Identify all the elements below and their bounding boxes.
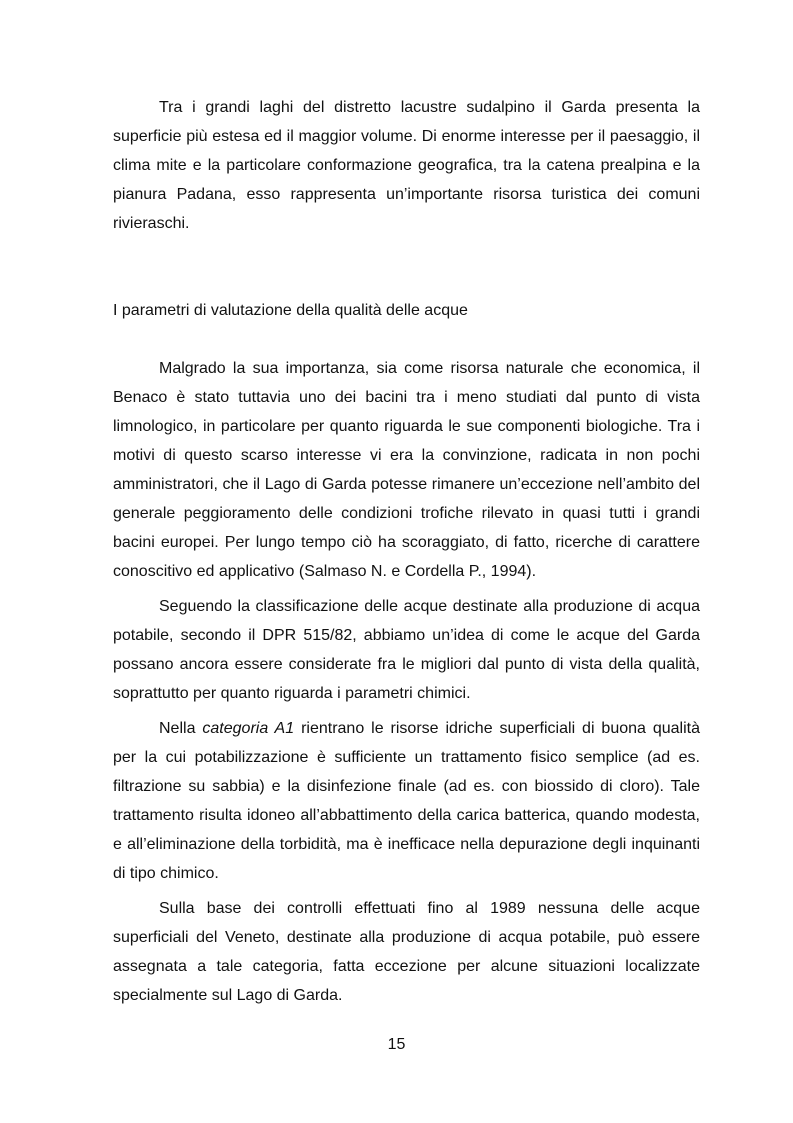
paragraph-benaco: Malgrado la sua importanza, sia come risorsa naturale che economica, il Benaco è stato tuttavia uno dei bacini tra i meno studiati dal punto di vista limnologico, in particolare per quanto riguarda le sue componenti biologiche. Tra i motivi di questo scarso interesse vi era la convinzione, radicata in non pochi amministratori, che il Lago di Garda potesse rimanere un’eccezione nell’ambito del generale peggioramento delle condizioni trofiche rilevato in quasi tutti i grandi bacini europei. Per lungo tempo ciò ha scoraggiato, di fatto, ricerche di carattere conoscitivo ed applicativo (Salmaso N. e Cordella P., 1994). [113,360,700,580]
paragraph-3-lead: Nella [159,720,196,737]
paragraph-classificazione: Seguendo la classificazione delle acque destinate alla produzione di acqua potabile, secondo il DPR 515/82, abbiamo un’idea di come le acque del Garda possano ancora essere considerate fra le migliori dal punto di vista della qualità, soprattutto per quanto riguarda i parametri chimici. [113,598,700,702]
paragraph-controlli: Sulla base dei controlli effettuati fino al 1989 nessuna delle acque superficiali del Veneto, destinate alla produzione di acqua potabile, può essere assegnata a tale categoria, fatta eccezione per alcune situazioni localizzate specialmente sul Lago di Garda. [113,900,700,1004]
categoria-a1-term: categoria A1 [202,720,295,737]
paragraph-3-rest: rientrano le risorse idriche superficiali di buona qualità per la cui potabilizzazione è sufficiente un trattamento fisico semplice (ad es. filtrazione su sabbia) e la disinfezione finale (ad es. con biossido di cloro). Tale trattamento risulta idoneo all’abbattimento della carica batterica, quando modesta, e all’eliminazione della torbidità, ma è inefficace nella depurazione degli inquinanti di tipo chimico. [113,720,700,882]
paragraph-categoria-a1 [113,714,700,888]
page-body [113,93,700,1010]
section-spacer [113,238,700,296]
page-number: 15 [387,1036,406,1053]
section-spacer-2 [113,325,700,354]
intro-paragraph: Tra i grandi laghi del distretto lacustre sudalpino il Garda presenta la superficie più estesa ed il maggior volume. Di enorme interesse per il paesaggio, il clima mite e la particolare conformazione geografica, tra la catena prealpina e la pianura Padana, esso rappresenta un’importante risorsa turistica dei comuni rivieraschi. [113,99,700,232]
section-heading: I parametri di valutazione della qualità delle acque [113,302,468,319]
